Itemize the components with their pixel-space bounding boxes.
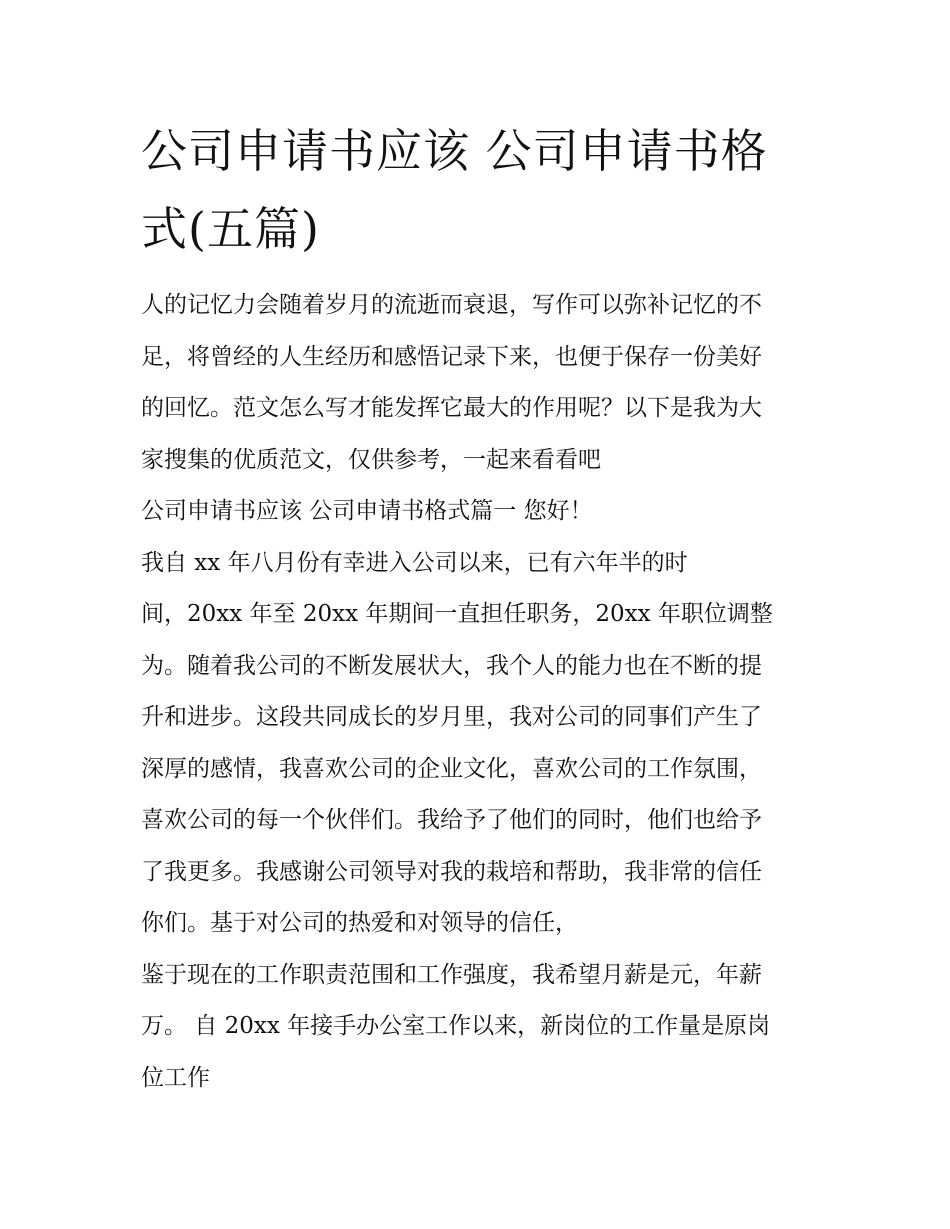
document-body xyxy=(141,280,821,1104)
body-line: 升和进步。这段共同成长的岁月里，我对公司的同事们产生了 xyxy=(141,704,762,730)
body-line: 我自 xx 年八月份有幸进入公司以来，已有六年半的时 xyxy=(141,549,688,576)
title-line: 公司申请书应该 公司申请书格 xyxy=(141,124,768,178)
section-heading-line: 公司申请书应该 公司申请书格式篇一 您好！ xyxy=(141,498,593,524)
body-line: 的回忆。范文怎么写才能发挥它最大的作用呢？以下是我为大 xyxy=(141,395,762,421)
body-line: 人的记忆力会随着岁月的流逝而衰退，写作可以弥补记忆的不 xyxy=(141,292,762,318)
body-line: 鉴于现在的工作职责范围和工作强度，我希望月薪是元，年薪 xyxy=(141,961,762,988)
body-line: 了我更多。我感谢公司领导对我的栽培和帮助，我非常的信任 xyxy=(141,858,762,885)
body-line: 家搜集的优质范文，仅供参考，一起来看看吧 xyxy=(141,446,601,473)
body-line: 位工作 xyxy=(141,1064,210,1091)
body-line: 间，20xx 年至 20xx 年期间一直担任职务，20xx 年职位调整 xyxy=(141,601,773,627)
body-line: 深厚的感情，我喜欢公司的企业文化，喜欢公司的工作氛围， xyxy=(141,755,762,782)
body-line: 万。 自 20xx 年接手办公室工作以来，新岗位的工作量是原岗 xyxy=(141,1013,771,1039)
body-line: 为。随着我公司的不断发展状大，我个人的能力也在不断的提 xyxy=(141,652,762,679)
document-title xyxy=(141,112,821,268)
body-line: 喜欢公司的每一个伙伴们。我给予了他们的同时，他们也给予 xyxy=(141,807,762,833)
body-line: 你们。基于对公司的热爱和对领导的信任， xyxy=(141,910,578,936)
body-line: 足，将曾经的人生经历和感悟记录下来，也便于保存一份美好 xyxy=(141,343,762,370)
title-line: 式(五篇) xyxy=(141,202,320,256)
